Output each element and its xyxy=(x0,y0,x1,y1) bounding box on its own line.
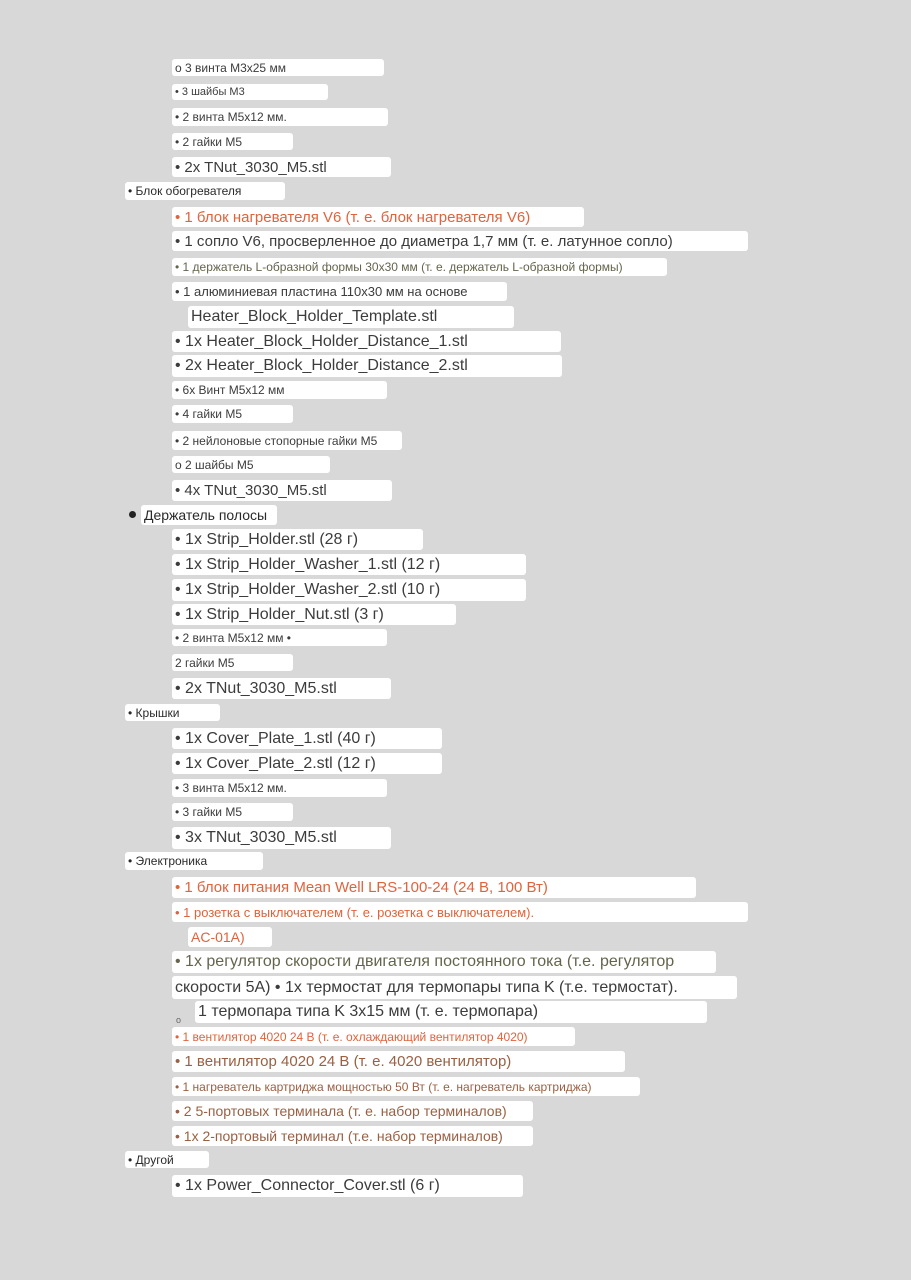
line-socket-switch: • 1 розетка с выключателем (т. е. розетка с выключателем). xyxy=(172,902,748,922)
line-aluminum-plate: • 1 алюминиевая пластина 110x30 мм на основе xyxy=(172,282,507,301)
section-strip-holder: Держатель полосы xyxy=(141,505,277,525)
line-power-connector-cover: • 1x Power_Connector_Cover.stl (6 г) xyxy=(172,1175,523,1197)
line-cover-plate-2: • 1x Cover_Plate_2.stl (12 г) xyxy=(172,753,442,774)
line-nuts-m5: • 2 гайки M5 xyxy=(172,133,293,150)
line-heater-block-v6: • 1 блок нагревателя V6 (т. е. блок нагревателя V6) xyxy=(172,207,584,227)
line-strip-washer-1: • 1x Strip_Holder_Washer_1.stl (12 г) xyxy=(172,554,526,575)
line-cartridge-heater: • 1 нагреватель картриджа мощностью 50 Вт (т. е. нагреватель картриджа) xyxy=(172,1077,640,1096)
line-strip-nuts: 2 гайки M5 xyxy=(172,654,293,671)
bullet-dot-icon xyxy=(129,511,136,518)
line-terminals-5port: • 2 5-портовых терминала (т. е. набор терминалов) xyxy=(172,1101,533,1121)
line-thermocouple: 1 термопара типа K 3x15 мм (т. е. термопара) xyxy=(195,1001,707,1023)
line-cooling-fan: • 1 вентилятор 4020 24 В (т. е. охлаждающий вентилятор 4020) xyxy=(172,1027,575,1046)
section-covers: • Крышки xyxy=(125,704,220,721)
line-nylon-nuts: • 2 нейлоновые стопорные гайки M5 xyxy=(172,431,402,450)
line-thermostat: скорости 5А) • 1x термостат для термопары типа K (т.е. термостат). xyxy=(172,976,737,999)
line-strip-screws: • 2 винта M5x12 мм • xyxy=(172,629,387,646)
line-cover-tnut: • 3x TNut_3030_M5.stl xyxy=(172,827,391,849)
line-heater-distance-2: • 2x Heater_Block_Holder_Distance_2.stl xyxy=(172,355,562,377)
line-strip-holder: • 1x Strip_Holder.stl (28 г) xyxy=(172,529,423,550)
line-strip-nut: • 1x Strip_Holder_Nut.stl (3 г) xyxy=(172,604,456,625)
section-other: • Другой xyxy=(125,1151,209,1168)
line-nuts-4: • 4 гайки M5 xyxy=(172,405,293,423)
line-screws-m3: o 3 винта M3x25 мм xyxy=(172,59,384,76)
line-heater-template: Heater_Block_Holder_Template.stl xyxy=(188,306,514,328)
line-terminal-2port: • 1x 2-портовый терминал (т.е. набор терминалов) xyxy=(172,1126,533,1146)
line-fan-4020: • 1 вентилятор 4020 24 В (т. е. 4020 вентилятор) xyxy=(172,1051,625,1072)
line-heater-distance-1: • 1x Heater_Block_Holder_Distance_1.stl xyxy=(172,331,561,352)
line-washers-m5: o 2 шайбы M5 xyxy=(172,456,330,473)
line-tnut: • 2x TNut_3030_M5.stl xyxy=(172,157,391,177)
line-cover-plate-1: • 1x Cover_Plate_1.stl (40 г) xyxy=(172,728,442,749)
line-nozzle-v6: • 1 сопло V6, просверленное до диаметра 1,7 мм (т. е. латунное сопло) xyxy=(172,231,748,251)
line-socket-model: AC-01A) xyxy=(188,927,272,947)
line-l-bracket: • 1 держатель L-образной формы 30x30 мм (т. е. держатель L-образной формы) xyxy=(172,258,667,276)
line-screws-m5: • 2 винта M5x12 мм. xyxy=(172,108,388,126)
line-cover-nuts: • 3 гайки M5 xyxy=(172,803,293,821)
section-heater-block: • Блок обогревателя xyxy=(125,182,285,200)
line-strip-washer-2: • 1x Strip_Holder_Washer_2.stl (10 г) xyxy=(172,579,526,601)
small-bullet-mark: o xyxy=(176,1015,182,1025)
line-tnut-4x: • 4x TNut_3030_M5.stl xyxy=(172,480,392,501)
line-motor-controller: • 1x регулятор скорости двигателя постоянного тока (т.е. регулятор xyxy=(172,951,716,973)
line-screws-6x: • 6x Винт M5x12 мм xyxy=(172,381,387,399)
line-cover-screws: • 3 винта M5x12 мм. xyxy=(172,779,387,797)
section-electronics: • Электроника xyxy=(125,852,263,870)
line-power-supply: • 1 блок питания Mean Well LRS-100-24 (24 В, 100 Вт) xyxy=(172,877,696,898)
line-strip-tnut: • 2x TNut_3030_M5.stl xyxy=(172,678,391,699)
line-washers-m3: • 3 шайбы M3 xyxy=(172,84,328,100)
